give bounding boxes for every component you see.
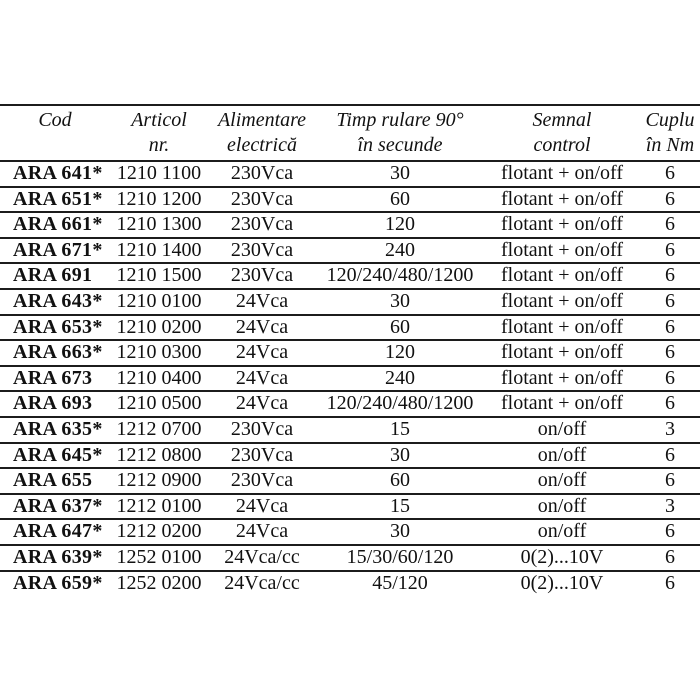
cell-semnal-control: flotant + on/off <box>484 316 640 342</box>
cell-articol-nr: 1210 0500 <box>110 392 208 418</box>
cell-articol-nr: 1210 0100 <box>110 290 208 316</box>
cell-cod: ARA 645* <box>0 444 110 470</box>
col-header-articol-nr <box>110 106 208 162</box>
cell-timp-rulare: 30 <box>316 520 484 546</box>
cell-articol-nr: 1252 0200 <box>116 571 202 594</box>
cell-timp-rulare: 240 <box>316 239 484 265</box>
cell-timp-rulare: 120 <box>316 213 484 239</box>
cell-semnal-control: flotant + on/off <box>484 213 640 239</box>
cell-cuplu: 6 <box>640 213 700 239</box>
cell-semnal-control: flotant + on/off <box>484 188 640 214</box>
cell-cuplu: 6 <box>640 239 700 265</box>
cell-semnal-control: on/off <box>484 469 640 495</box>
cell-cuplu: 3 <box>640 495 700 521</box>
col-header-cuplu-line2: în Nm <box>645 134 695 156</box>
actuator-spec-table <box>0 104 700 595</box>
cell-cuplu: 6 <box>640 188 700 214</box>
cell-alimentare: 230Vca <box>208 264 316 290</box>
cell-timp-rulare: 120/240/480/1200 <box>316 264 484 290</box>
col-header-cod-line1: Cod <box>38 109 72 131</box>
cell-articol-nr: 1212 0200 <box>110 520 208 546</box>
col-header-timp-rulare <box>316 106 484 162</box>
cell-cod: ARA 673 <box>0 367 110 393</box>
cell-alimentare: 24Vca <box>208 316 316 342</box>
cell-cod: ARA 693 <box>0 392 110 418</box>
cell-cod: ARA 651* <box>0 188 110 214</box>
cell-cuplu: 6 <box>640 444 700 470</box>
cell-timp-rulare: 60 <box>316 188 484 214</box>
cell-timp-rulare: 15 <box>316 495 484 521</box>
table-row <box>0 316 700 342</box>
table-row <box>0 546 700 572</box>
cell-semnal-control: 0(2)...10V <box>484 546 640 572</box>
cell-cod: ARA 663* <box>0 341 110 367</box>
cell-timp-rulare: 15 <box>316 418 484 444</box>
cell-articol-nr: 1210 1400 <box>110 239 208 265</box>
cell-articol-nr: 1210 1300 <box>110 213 208 239</box>
cell-cuplu: 6 <box>640 392 700 418</box>
cell-timp-rulare: 30 <box>316 444 484 470</box>
cell-alimentare: 24Vca <box>208 495 316 521</box>
cell-articol-nr: 1212 0700 <box>110 418 208 444</box>
cell-cod: ARA 659* <box>13 571 103 594</box>
col-header-timp-line1: Timp rulare 90° <box>336 109 464 131</box>
cell-articol-nr: 1212 0100 <box>110 495 208 521</box>
cell-cuplu: 6 <box>665 571 675 594</box>
table-body <box>0 162 700 595</box>
cell-articol-nr: 1212 0900 <box>110 469 208 495</box>
col-header-articol-line1: Articol <box>131 109 187 131</box>
cell-cuplu: 3 <box>640 418 700 444</box>
cell-semnal-control: 0(2)...10V <box>520 571 604 594</box>
col-header-timp-line2: în secunde <box>357 134 443 156</box>
cell-semnal-control: flotant + on/off <box>484 392 640 418</box>
cell-cod: ARA 637* <box>0 495 110 521</box>
cell-semnal-control: flotant + on/off <box>484 264 640 290</box>
cell-cod: ARA 647* <box>0 520 110 546</box>
header-row <box>0 106 700 162</box>
table-row <box>0 213 700 239</box>
cell-articol-nr: 1252 0100 <box>110 546 208 572</box>
cell-articol-nr: 1210 0200 <box>110 316 208 342</box>
table-row <box>0 418 700 444</box>
cell-alimentare: 230Vca <box>208 444 316 470</box>
cell-cod: ARA 643* <box>0 290 110 316</box>
cell-cuplu: 6 <box>640 546 700 572</box>
table-row <box>0 239 700 265</box>
table-row <box>0 392 700 418</box>
table-row <box>0 290 700 316</box>
cell-timp-rulare: 120/240/480/1200 <box>316 392 484 418</box>
cell-alimentare: 24Vca <box>208 520 316 546</box>
cell-cuplu: 6 <box>640 264 700 290</box>
cell-semnal-control: flotant + on/off <box>484 162 640 188</box>
table-row <box>0 495 700 521</box>
table-row <box>0 572 700 596</box>
col-header-cod <box>0 106 110 162</box>
table-row <box>0 520 700 546</box>
cell-cod: ARA 635* <box>0 418 110 444</box>
cell-cod: ARA 653* <box>0 316 110 342</box>
col-header-semnal-line1: Semnal <box>532 109 592 131</box>
cell-articol-nr: 1210 1200 <box>110 188 208 214</box>
cell-cuplu: 6 <box>640 316 700 342</box>
table-row <box>0 188 700 214</box>
cell-alimentare: 24Vca <box>208 392 316 418</box>
cell-cuplu: 6 <box>640 520 700 546</box>
cell-alimentare: 24Vca <box>208 290 316 316</box>
cell-semnal-control: flotant + on/off <box>484 239 640 265</box>
table-row <box>0 264 700 290</box>
table-header <box>0 106 700 162</box>
cell-cuplu: 6 <box>640 367 700 393</box>
col-header-semnal-line2: control <box>533 134 591 156</box>
cell-articol-nr: 1210 1100 <box>110 162 208 188</box>
cell-alimentare: 24Vca <box>208 367 316 393</box>
cell-timp-rulare: 15/30/60/120 <box>316 546 484 572</box>
cell-cod: ARA 691 <box>0 264 110 290</box>
col-header-alimentare-line1: Alimentare <box>217 109 307 131</box>
cell-semnal-control: flotant + on/off <box>484 290 640 316</box>
cell-cod: ARA 655 <box>0 469 110 495</box>
cell-articol-nr: 1210 0300 <box>110 341 208 367</box>
cell-timp-rulare: 240 <box>316 367 484 393</box>
cell-cod: ARA 641* <box>0 162 110 188</box>
cell-alimentare: 230Vca <box>208 188 316 214</box>
cell-semnal-control: flotant + on/off <box>484 367 640 393</box>
cell-cod: ARA 661* <box>0 213 110 239</box>
col-header-cuplu <box>640 106 700 162</box>
col-header-alimentare-line2: electrică <box>227 134 297 156</box>
cell-alimentare: 24Vca/cc <box>224 571 300 594</box>
cell-cuplu: 6 <box>640 162 700 188</box>
table-row <box>0 162 700 188</box>
cell-alimentare: 230Vca <box>208 213 316 239</box>
cell-timp-rulare: 30 <box>316 162 484 188</box>
table-row <box>0 367 700 393</box>
cell-alimentare: 230Vca <box>208 469 316 495</box>
cell-cod: ARA 639* <box>0 546 110 572</box>
cell-cod: ARA 671* <box>0 239 110 265</box>
cell-alimentare: 24Vca/cc <box>208 546 316 572</box>
cell-articol-nr: 1212 0800 <box>110 444 208 470</box>
cell-semnal-control: on/off <box>484 520 640 546</box>
cell-timp-rulare: 120 <box>316 341 484 367</box>
table-row <box>0 469 700 495</box>
cell-timp-rulare: 60 <box>316 316 484 342</box>
table-row <box>0 341 700 367</box>
cell-cuplu: 6 <box>640 290 700 316</box>
cell-cuplu: 6 <box>640 341 700 367</box>
col-header-alimentare <box>208 106 316 162</box>
cell-timp-rulare: 60 <box>316 469 484 495</box>
col-header-articol-line2: nr. <box>148 134 170 156</box>
cell-alimentare: 230Vca <box>208 239 316 265</box>
col-header-cuplu-line1: Cuplu <box>645 109 695 131</box>
cell-alimentare: 24Vca <box>208 341 316 367</box>
col-header-semnal-control <box>484 106 640 162</box>
cell-cuplu: 6 <box>640 469 700 495</box>
cell-timp-rulare: 45/120 <box>372 571 428 594</box>
cell-semnal-control: on/off <box>484 418 640 444</box>
cell-semnal-control: on/off <box>484 495 640 521</box>
cell-articol-nr: 1210 1500 <box>110 264 208 290</box>
cell-articol-nr: 1210 0400 <box>110 367 208 393</box>
table-row <box>0 444 700 470</box>
cell-semnal-control: on/off <box>484 444 640 470</box>
cell-alimentare: 230Vca <box>208 418 316 444</box>
cell-alimentare: 230Vca <box>208 162 316 188</box>
cell-semnal-control: flotant + on/off <box>484 341 640 367</box>
cell-timp-rulare: 30 <box>316 290 484 316</box>
